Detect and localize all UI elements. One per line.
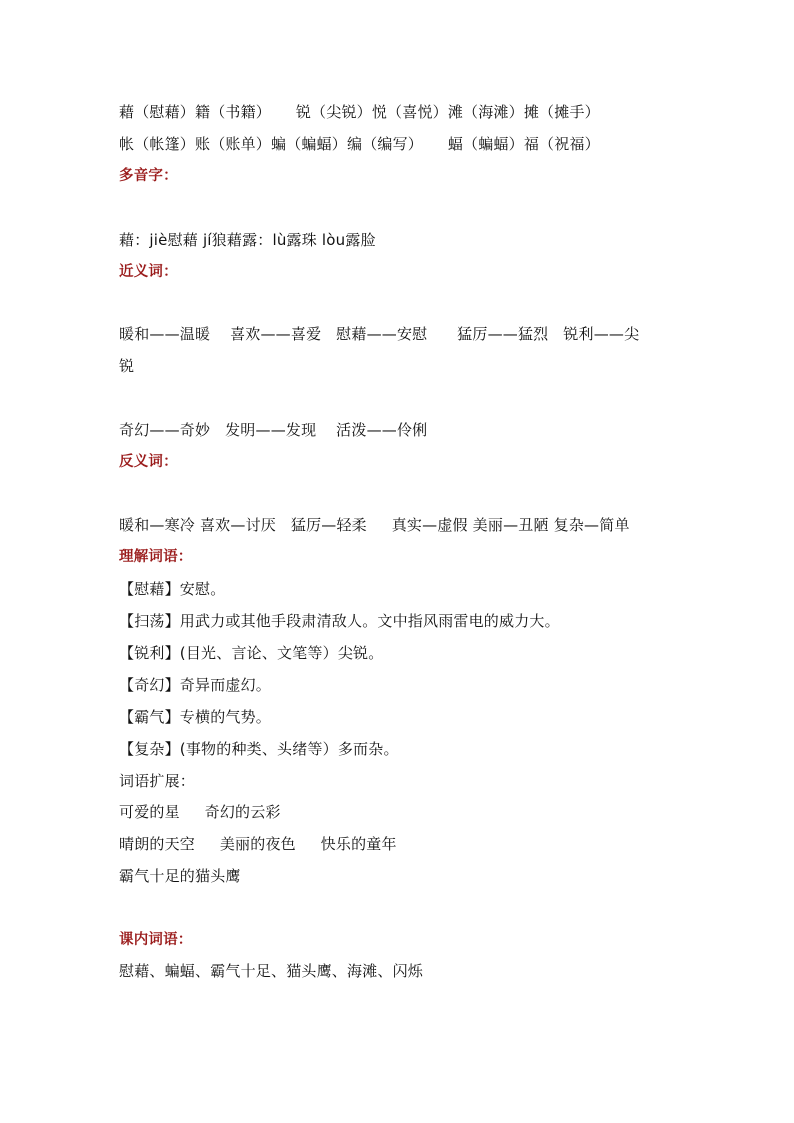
heading-understand: 理解词语： — [119, 548, 193, 565]
definition-fuza: 【复杂】(事物的种类、头绪等）多而杂。 — [119, 740, 399, 758]
char-pairs-line-2: 帐（帐篷）账（账单）蝙（蝙蝠）编（编写） 蝠（蝙蝠）福（祝福） — [119, 135, 600, 153]
definition-baqi: 【霸气】专横的气势。 — [119, 708, 272, 726]
expansion-line-3: 霸气十足的猫头鹰 — [119, 867, 241, 885]
definition-saodang: 【扫荡】用武力或其他手段肃清敌人。文中指风雨雷电的威力大。 — [119, 612, 560, 630]
heading-polyphone: 多音字： — [119, 167, 178, 184]
expansion-label: 词语扩展： — [119, 772, 196, 790]
heading-synonyms: 近义词： — [119, 263, 178, 280]
heading-antonyms: 反义词： — [119, 453, 178, 470]
polyphone-text: jiè慰藉 jí狼藉露：lù露珠 lòu露脸 — [149, 231, 376, 249]
in-class-words: 慰藉、蝙蝠、霸气十足、猫头鹰、海滩、闪烁 — [119, 962, 424, 980]
definition-weijie: 【慰藉】安慰。 — [119, 580, 226, 598]
antonyms-line: 暖和—寒冷 喜欢—讨厌 猛厉—轻柔 真实—虚假 美丽—丑陋 复杂—简单 — [119, 516, 630, 534]
heading-in-class: 课内词语： — [119, 931, 193, 948]
synonyms-line-2: 奇幻——奇妙 发明——发现 活泼——伶俐 — [119, 421, 428, 439]
expansion-line-2: 晴朗的天空 美丽的夜色 快乐的童年 — [119, 835, 397, 853]
definition-ruili: 【锐利】(目光、言论、文笔等）尖锐。 — [119, 644, 384, 662]
synonyms-line-1: 暖和——温暖 喜欢——喜爱 慰藉——安慰 猛厉——猛烈 锐利——尖 — [119, 325, 640, 343]
polyphone-lead: 藉： — [119, 231, 150, 249]
char-pairs-line-1: 藉（慰藉）籍（书籍） 锐（尖锐）悦（喜悦）滩（海滩）摊（摊手） — [119, 103, 600, 121]
expansion-line-1: 可爱的星 奇幻的云彩 — [119, 803, 281, 821]
synonyms-line-1-wrap: 锐 — [119, 357, 135, 375]
polyphone-line — [119, 230, 376, 250]
definition-qihuan: 【奇幻】奇异而虚幻。 — [119, 676, 272, 694]
